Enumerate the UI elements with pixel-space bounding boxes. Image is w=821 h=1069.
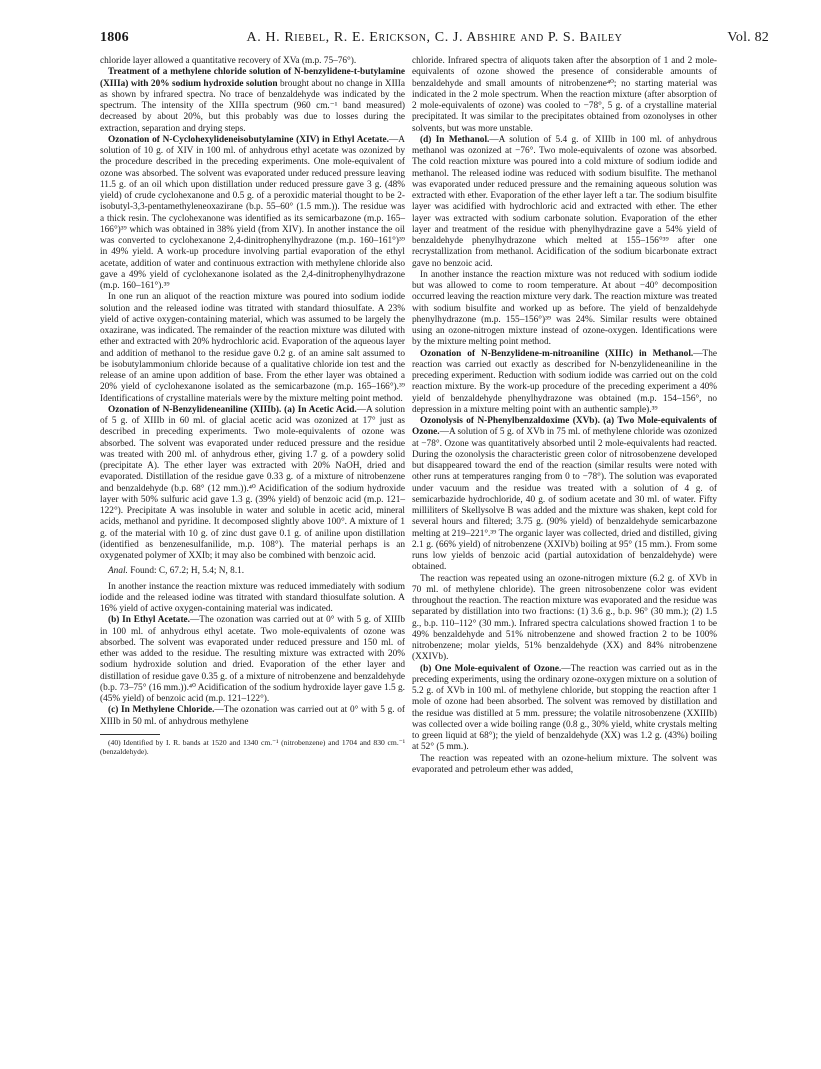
run-in-heading: (d) In Methanol. bbox=[420, 134, 490, 145]
paragraph: The reaction was repeated using an ozone-nitrogen mixture (6.2 g. of XVb in 70 ml. of methylene chloride). The green nitrosobenzene color was evident throughout the reaction. The reaction mixture was evaporated and the residue was separated by distillation into two fractions: (1) 3.6 g., b.p. 96° (30 mm.); (2) 1.5 g., b.p. 110–112° (30 mm.). Infrared spectra calculations showed fraction 1 to be 49% benzaldehyde and 51% nitrobenzene and showed fraction 2 to be 100% nitrobenzene; molar yields, 51% benzaldehyde (XX) and 84% nitrobenzene (XXIVb). bbox=[412, 573, 717, 663]
paragraph: (d) In Methanol.—A solution of 5.4 g. of XIIIb in 100 ml. of anhydrous methanol was ozonized at −76°. Two mole-equivalents of ozone was absorbed. The cold reaction mixture was poured into a cold mixture of sodium iodide and methanol. The released iodine was reduced with sodium bisulfite. The methanol was evaporated under reduced pressure and the remaining aqueous solution was extracted with ether. Evaporation of the ether layer left a tar. The sodium bisulfite layer was acidified with hydrochloric acid and extracted with ether. The ether layer was extracted with sodium carbonate solution. Evaporation of the ether layer and treatment of the residue with phenylhydrazine gave a 54% yield of benzaldehyde phenylhydrazone which melted at 155–156°³⁹ after one recrystallization from methanol. Acidification of the sodium bicarbonate extract gave no benzoic acid. bbox=[412, 134, 717, 269]
run-in-heading: (b) One Mole-equivalent of Ozone. bbox=[420, 663, 562, 674]
run-in-heading: (b) In Ethyl Acetate. bbox=[108, 615, 190, 626]
volume-label: Vol. 82 bbox=[727, 30, 769, 45]
paragraph: Ozonation of N-Cyclohexylideneisobutylamine (XIV) in Ethyl Acetate.—A solution of 10 g. of XIV in 100 ml. of anhydrous ethyl acetate was ozonized by the procedure described in the preceding experiments. One mole-equivalent of ozone was absorbed. The solvent was evaporated under reduced pressure leaving 11.5 g. of an oil which upon distillation under reduced pressure gave 3 g. (48% yield) of crude cyclohexanone and 0.5 g. of a peroxidic material thought to be 2-isobutyl-3,3-pentamethyleneoxazirane (b.p. 55–60° (1.5 mm.)). The residue was a thick resin. The cyclohexanone was identified as its semicarbazone (m.p. 165–166°)³⁹ which was obtained in 38% yield (from XIV). In another instance the oil was converted to cyclohexanone 2,4-dinitrophenylhydrazone (m.p. 160–161°)³⁹ in 49% yield. A work-up procedure involving partial evaporation of the ethyl acetate, addition of water and continuous extraction with methylene chloride also gave a 49% yield of cyclohexanone isolated as the 2,4-dinitrophenylhydrazone (m.p. 160–161°).³⁹ bbox=[100, 134, 405, 291]
running-head-authors: A. H. Riebel, R. E. Erickson, C. J. Abshire and P. S. Bailey bbox=[246, 30, 623, 45]
run-in-heading: Ozonation of N-Benzylidene-m-nitroaniline (XIIIc) in Methanol. bbox=[420, 348, 694, 359]
paragraph: Ozonation of N-Benzylideneaniline (XIIIb). (a) In Acetic Acid.—A solution of 5 g. of XIIIb in 60 ml. of glacial acetic acid was ozonized at 17° just as described in preceding experiments. Two mole-equivalents of ozone was absorbed. The solvent was evaporated under reduced pressure and the residue was treated with 200 ml. of anhydrous ether, giving 1.7 g. of a powdery solid (precipitate A). The ether layer was extracted with 20% NaOH, dried and evaporated. Distillation of the residue gave 0.33 g. of a mixture of nitrobenzene and benzaldehyde (b.p. 68° (12 mm.)).⁴⁰ Acidification of the sodium hydroxide layer with 50% sulfuric acid gave 1.3 g. (39% yield) of benzoic acid (m.p. 121–122°). Precipitate A was insoluble in water and soluble in acetic acid, mineral acids, methanol and pyridine. It decomposed slightly above 100°. A mixture of 1 g. of the material with 10 g. of zinc dust gave 0.1 g. of aniline upon distillation (identified as benzenesulfanilide, m.p. 108°). The material perhaps is an oxygenated polymer of XXIb; it may also be combined with benzoic acid. bbox=[100, 404, 405, 561]
paragraph: In another instance the reaction mixture was reduced immediately with sodium iodide and the released iodine was titrated with standard thiosulfate solution. A 16% yield of active oxygen-containing material was indicated. bbox=[100, 581, 405, 614]
paragraph: The reaction was repeated with an ozone-helium mixture. The solvent was evaporated and petroleum ether was added, bbox=[412, 753, 717, 775]
paragraph: chloride layer allowed a quantitative recovery of XVa (m.p. 75–76°). bbox=[100, 56, 357, 66]
paragraph: (b) One Mole-equivalent of Ozone.—The reaction was carried out as in the preceding experiments, using the ordinary ozone-oxygen mixture on a solution of 5.2 g. of XVb in 100 ml. of methylene chloride, but stopping the reaction after 1 mole of ozone had been absorbed. The solvent was removed by distillation and the residue was distilled at 5 mm. pressure; the volatile nitrosobenzene (XXIIIb) was collected over a wide boiling range (0.8 g., 30% yield, white crystals melting to green liquid at 68°); the yield of benzaldehyde (XX) was 1.2 g. (43%) boiling at 52° (5 mm.). bbox=[412, 663, 717, 753]
paragraph: In another instance the reaction mixture was not reduced with sodium iodide but was allowed to come to room temperature. At about −40° decomposition occurred leaving the reaction mixture very dark. The reaction mixture was treated with sodium bisulfite and worked up as before. The yield of benzaldehyde phenylhydrazone (m.p. 155–156°)³⁹ was 24%. Similar results were obtained using an ozone-nitrogen mixture instead of ozone-oxygen. Identifications were by the mixture melting point method. bbox=[412, 269, 717, 348]
paragraph: (c) In Methylene Chloride.—The ozonation was carried out at 0° with 5 g. of XIIIb in 50 ml. of anhydrous methylene bbox=[100, 705, 405, 727]
right-column bbox=[412, 56, 717, 776]
paragraph: chloride. Infrared spectra of aliquots taken after the absorption of 1 and 2 mole-equivalents of ozone showed the presence of considerable amounts of benzaldehyde and small amounts of nitrobenzene⁴⁰; no starting material was indicated in the 2 mole spectrum. When the reaction mixture (after absorption of 2 mole-equivalents of ozone) was cooled to −78°, 5 g. of a crystalline material precipitated. It was similar to the precipitates obtained from ozonolyses in other solvents, but was more unstable. bbox=[412, 56, 717, 134]
anal-label: Anal. bbox=[108, 566, 128, 577]
run-in-heading: Treatment of a methylene chloride solution of N-benzylidene-t-butylamine (XIIIa) with 20% sodium hydroxide solution bbox=[100, 67, 405, 89]
paragraph: Ozonolysis of N-Phenylbenzaldoxime (XVb). (a) Two Mole-equivalents of Ozone.—A solution of 5 g. of XVb in 75 ml. of methylene chloride was ozonized at −78°. Ozone was quantitatively absorbed until 2 mole-equivalents had reacted. During the ozonolysis the characteristic green color of nitrosobenzene developed but disappeared toward the end of the reaction (similar results were noted with other runs at temperatures ranging from 0 to −78°). The solution was evaporated under vacuum and the residue was treated with a solution of 4 g. of semicarbazide hydrochloride, 40 g. of sodium acetate and 30 ml. of water. Fifty milliliters of Skellysolve B was added and the mixture was shaken, kept cold for several hours and filtered; 3.75 g. (90% yield) of benzaldehyde semicarbazone melting at 219–221°.³⁹ The organic layer was collected, dried and distilled, giving 2.1 g. (66% yield) of nitrobenzene (XXIVb) boiling at 95° (15 mm.). From some runs low yields of benzoic acid (partial autoxidation of benzaldehyde) were obtained. bbox=[412, 416, 717, 573]
paragraph: Treatment of a methylene chloride solution of N-benzylidene-t-butylamine (XIIIa) with 20% sodium hydroxide solution brought about no change in XIIIa as shown by infrared spectra. No trace of benzaldehyde was indicated by the spectrum. The intensity of the XIIIa spectrum (960 cm.⁻¹ band measured) decreased by about 20%, but this probably was due to losses during the extraction, separation and drying steps. bbox=[100, 67, 405, 134]
page-header bbox=[100, 30, 769, 50]
analysis-line: Anal. Found: C, 67.2; H, 5.4; N, 8.1. bbox=[108, 566, 245, 577]
paragraph: In one run an aliquot of the reaction mixture was poured into sodium iodide solution and the released iodine was titrated with standard thiosulfate. A 23% yield of active oxygen-containing material, which was assumed to be largely the oxazirane, was indicated. The remainder of the reaction mixture was diluted with ether and extracted with 20% hydrochloric acid. Evaporation of the aqueous layer and addition of methanol to the residue gave 0.2 g. of an amine salt assumed to be isobutylammonium chloride because of a qualitative chloride ion test and the release of an amine upon addition of base. From the ether layer was obtained a 20% yield of cyclohexanone isolated as the semicarbazone (m.p. 165–166°).³⁹ Identifications of crystalline materials were by the mixture melting point method. bbox=[100, 292, 405, 404]
run-in-heading: Ozonation of N-Benzylideneaniline (XIIIb). (a) In Acetic Acid. bbox=[108, 404, 357, 415]
paragraph: (b) In Ethyl Acetate.—The ozonation was carried out at 0° with 5 g. of XIIIb in 100 ml. of anhydrous ethyl acetate. Two mole-equivalents of ozone was absorbed. The solvent was evaporated under reduced pressure and 150 ml. of ether was added to the residue. The resulting mixture was extracted with 20% sodium hydroxide solution and dried. Evaporation of the ether layer and distillation of residue gave 0.35 g. of a mixture of nitrobenzene and benzaldehyde (b.p. 73–75° (16 mm.)).⁴⁰ Acidification of the sodium hydroxide layer gave 1.5 g. (45% yield) of benzoic acid (m.p. 121–122°). bbox=[100, 615, 405, 704]
page-number: 1806 bbox=[100, 30, 129, 45]
left-column bbox=[100, 56, 405, 756]
footnote: (40) Identified by I. R. bands at 1520 and 1340 cm.⁻¹ (nitrobenzene) and 1704 and 830 cm.⁻¹ (benzaldehyde). bbox=[100, 737, 405, 756]
run-in-heading: Ozonation of N-Cyclohexylideneisobutylamine (XIV) in Ethyl Acetate. bbox=[108, 134, 389, 145]
footnote-rule bbox=[100, 734, 160, 735]
paragraph: Ozonation of N-Benzylidene-m-nitroaniline (XIIIc) in Methanol.—The reaction was carried out exactly as described for N-benzylideneaniline in the preceding experiment. Reduction with sodium iodide was carried out on the cold reaction mixture. By the work-up procedure of the preceding experiment a 40% yield of benzaldehyde phenylhydrazone was obtained (m.p. 154–156°, no depression in a mixture melting point with an authentic sample).³⁹ bbox=[412, 348, 717, 415]
run-in-heading: (c) In Methylene Chloride. bbox=[108, 705, 215, 716]
run-in-heading: Ozonolysis of N-Phenylbenzaldoxime (XVb). (a) Two Mole-equivalents of Ozone. bbox=[412, 416, 717, 438]
